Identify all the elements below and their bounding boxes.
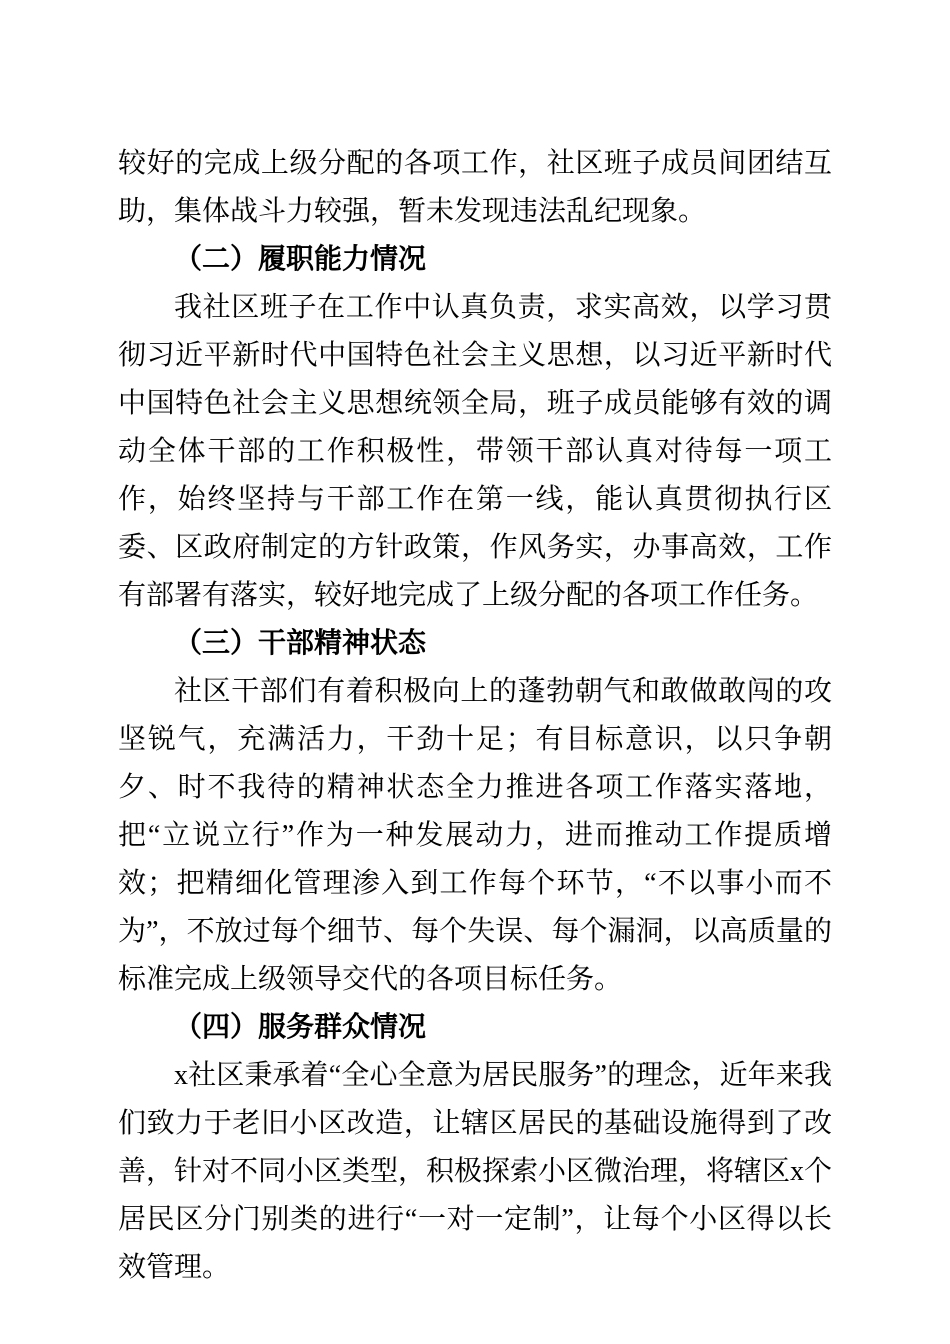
document-content xyxy=(118,140,832,1292)
section-heading-3: （三）干部精神状态 xyxy=(174,628,427,659)
paragraph-duty-ability: 我社区班子在工作中认真负责，求实高效，以学习贯彻习近平新时代中国特色社会主义思想，以习近平新时代中国特色社会主义思想统领全局，班子成员能够有效的调动全体干部的工作积极性，带领干部认真对待每一项工作，始终坚持与干部工作在第一线，能认真贯彻执行区委、区政府制定的方针政策，作风务实，办事高效，工作有部署有落实，较好地完成了上级分配的各项工作任务。 xyxy=(118,292,832,611)
section-heading-2: （二）履职能力情况 xyxy=(174,244,427,275)
paragraph-cadre-spirit: 社区干部们有着积极向上的蓬勃朝气和敢做敢闯的攻坚锐气，充满活力，干劲十足；有目标意识，以只争朝夕、时不我待的精神状态全力推进各项工作落实落地，把“立说立行”作为一种发展动力，进而推动工作提质增效；把精细化管理渗入到工作每个环节，“不以事小而不为”，不放过每个细节、每个失误、每个漏洞，以高质量的标准完成上级领导交代的各项目标任务。 xyxy=(118,676,832,995)
paragraph-serve-masses: x社区秉承着“全心全意为居民服务”的理念，近年来我们致力于老旧小区改造，让辖区居民的基础设施得到了改善，针对不同小区类型，积极探索小区微治理，将辖区x个居民区分门别类的进行“一对一定制”，让每个小区得以长效管理。 xyxy=(118,1060,833,1283)
section-heading-4: （四）服务群众情况 xyxy=(174,1012,427,1043)
paragraph-continued: 较好的完成上级分配的各项工作，社区班子成员间团结互助，集体战斗力较强，暂未发现违法乱纪现象。 xyxy=(118,148,832,227)
